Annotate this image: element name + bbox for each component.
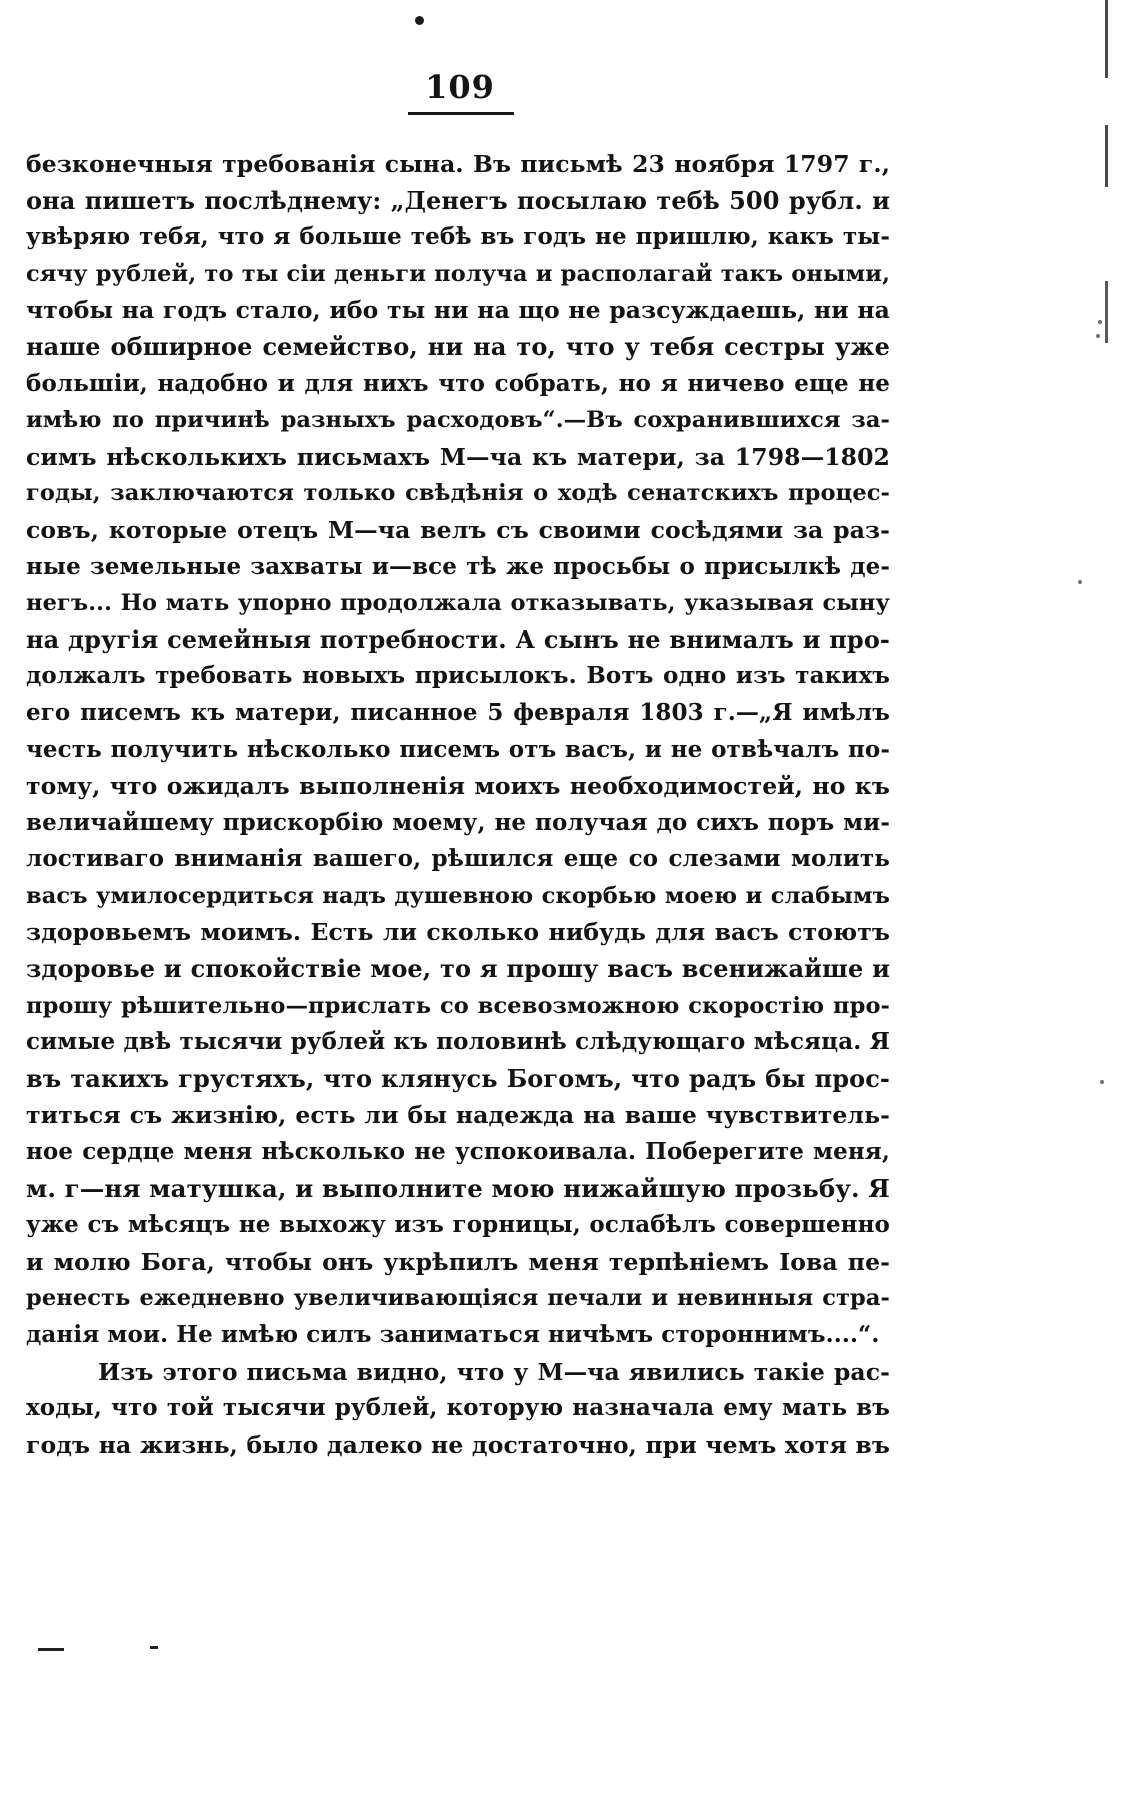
text-line: совъ, которые отецъ М—ча велъ съ своими сосѣдями за раз-	[26, 515, 890, 544]
text-line: и молю Бога, чтобы онъ укрѣпилъ меня терпѣніемъ Іова пе-	[26, 1247, 890, 1276]
text-line: прошу рѣшительно—прислать со всевозможною скоростію про-	[26, 992, 890, 1019]
text-line: имѣю по причинѣ разныхъ расходовъ“.—Въ сохранившихся за-	[26, 407, 890, 434]
text-line: симъ нѣсколькихъ письмахъ М—ча къ матери, за 1798—1802	[26, 442, 890, 471]
text-line: чтобы на годъ стало, ибо ты ни на що не разсуждаешь, ни на	[26, 296, 890, 325]
paragraph-start-line: Изъ этого письма видно, что у М—ча явились такіе рас-	[98, 1357, 890, 1386]
text-line: увѣряю тебя, что я больше тебѣ въ годъ не пришлю, какъ ты-	[26, 223, 890, 251]
scan-speck	[1096, 334, 1100, 338]
text-line: годъ на жизнь, было далеко не достаточно, при чемъ хотя въ	[26, 1430, 890, 1459]
text-line: въ такихъ грустяхъ, что клянусь Богомъ, что радъ бы прос-	[26, 1063, 890, 1093]
scan-speck	[1100, 1080, 1104, 1084]
page-number: 109	[425, 68, 495, 106]
text-line: его писемъ къ матери, писанное 5 февраля 1803 г.—„Я имѣлъ	[26, 698, 890, 726]
text-line: величайшему прискорбію моему, не получая до сихъ поръ ми-	[26, 808, 890, 836]
text-line: безконечныя требованія сына. Въ письмѣ 23 ноября 1797 г.,	[26, 150, 890, 178]
page-number-underline	[408, 112, 514, 115]
text-line: уже съ мѣсяцъ не выхожу изъ горницы, ослабѣлъ совершенно	[26, 1211, 890, 1239]
body-text	[26, 146, 890, 1463]
text-line: ренесть ежедневно увеличивающіяся печали и невинныя стра-	[26, 1285, 890, 1312]
text-line: ное сердце меня нѣсколько не успокоивала. Поберегите меня,	[26, 1138, 890, 1166]
text-line: должалъ требовать новыхъ присылокъ. Вотъ одно изъ такихъ	[26, 662, 890, 690]
text-line: здоровьемъ моимъ. Есть ли сколько нибудь для васъ стоютъ	[26, 918, 890, 947]
text-line: ные земельные захваты и—все тѣ же просьбы о присылкѣ де-	[26, 552, 890, 580]
scan-speck	[1098, 320, 1102, 324]
scan-speck	[1078, 580, 1082, 584]
text-line: м. г—ня матушка, и выполните мою нижайшую прозьбу. Я	[26, 1173, 891, 1203]
text-line: сячу рублей, то ты сіи деньги получа и располагай такъ оными,	[26, 260, 890, 287]
scan-mark	[38, 1648, 64, 1651]
text-line: ходы, что той тысячи рублей, которую назначала ему мать въ	[26, 1394, 890, 1422]
text-line: здоровье и спокойствіе мое, то я прошу васъ всенижайше и	[26, 954, 890, 984]
text-line: честь получить нѣсколько писемъ отъ васъ, и не отвѣчалъ по-	[26, 735, 890, 763]
text-line: годы, заключаются только свѣдѣнія о ходѣ сенатскихъ процес-	[26, 480, 890, 507]
text-line: она пишетъ послѣднему: „Денегъ посылаю тебѣ 500 рубл. и	[26, 185, 890, 215]
scan-speck	[415, 16, 424, 25]
text-line: данія мои. Не имѣю силъ заниматься ничѣмъ стороннимъ....“.	[26, 1321, 880, 1348]
text-line: васъ умилосердиться надъ душевною скорбью моею и слабымъ	[26, 882, 890, 909]
scan-mark	[150, 1646, 158, 1649]
text-line: симые двѣ тысячи рублей къ половинѣ слѣдующаго мѣсяца. Я	[26, 1028, 890, 1056]
text-line: лостиваго вниманія вашего, рѣшился еще со слезами молить	[26, 845, 890, 873]
text-line: на другія семейныя потребности. А сынъ не внималъ и про-	[26, 624, 890, 654]
text-line: тому, что ожидалъ выполненія моихъ необходимостей, но къ	[26, 772, 890, 801]
text-line: титься съ жизнію, есть ли бы надежда на ваше чувствитель-	[26, 1101, 890, 1130]
text-line: негъ... Но мать упорно продолжала отказывать, указывая сыну	[26, 590, 890, 617]
page-edge-shadow	[1105, 0, 1108, 1560]
text-line: наше обширное семейство, ни на то, что у тебя сестры уже	[26, 331, 890, 361]
text-line: большіи, надобно и для нихъ что собрать, но я ничево еще не	[26, 369, 890, 397]
